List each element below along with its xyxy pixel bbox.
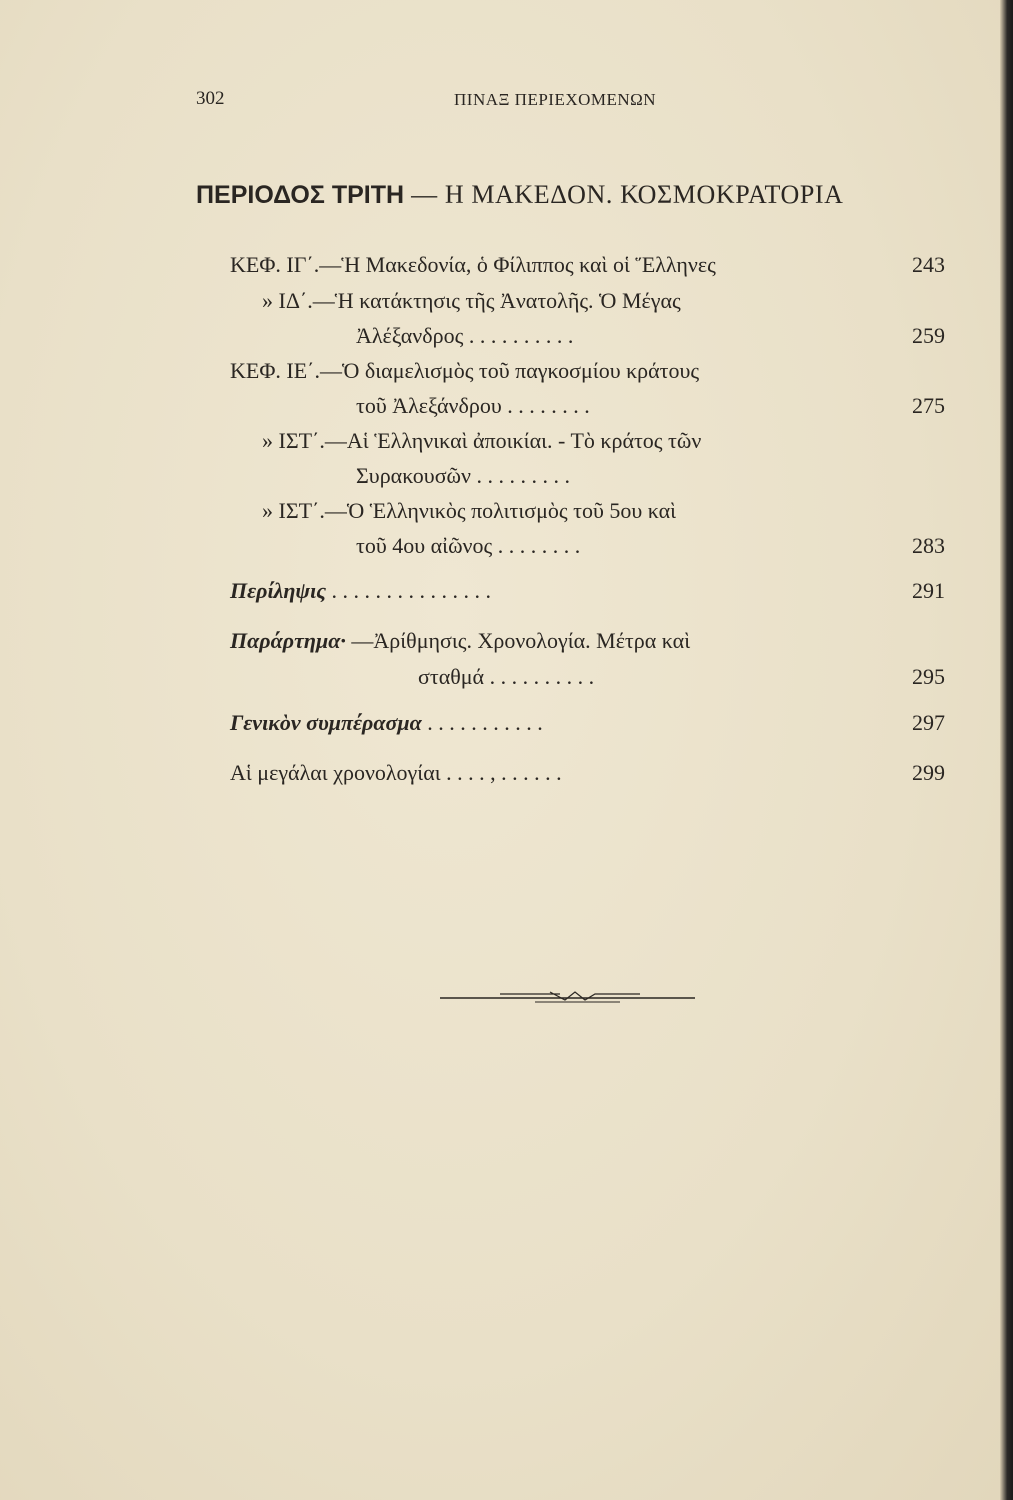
toc-entry-line-cont: τοῦ Ἀλεξάνδρου . . . . . . . . [356,393,590,418]
page-number: 302 [196,88,225,109]
toc-entry-page: 259 [912,323,945,348]
toc-entry-line-cont: τοῦ 4ου αἰῶνος . . . . . . . . [356,533,581,558]
toc-extra-line [230,628,690,654]
toc-leader-dots: . . . . . . . . . . . [421,710,543,735]
toc-extra-line [230,760,562,786]
toc-entry-line: » ΙΣΤ΄.—Αἱ Ἑλληνικαὶ ἀποικίαι. - Τὸ κράτος τῶν [262,428,702,453]
toc-extra-title: Περίληψις [230,578,327,603]
toc-extra-rest: —Ἀρίθμησις. Χρονολογία. Μέτρα καὶ [345,628,691,653]
toc-extra-page: 297 [912,710,945,735]
running-title: ΠΙΝΑΞ ΠΕΡΙΕΧΟΜΕΝΩΝ [454,90,657,109]
toc-entry-line: ΚΕΦ. ΙΕ΄.—Ὁ διαμελισμὸς τοῦ παγκοσμίου κράτους [230,358,700,383]
toc-extra-page: 299 [912,760,945,785]
toc-entry-line: » ΙΣΤ΄.—Ὁ Ἑλληνικὸς πολιτισμὸς τοῦ 5ου καὶ [262,498,677,523]
toc-extra-title: Παράρτημα· [230,628,346,653]
toc-leader-dots: . . . . . . . . . . . . . . . [326,578,492,603]
toc-extra-page: 295 [912,664,945,689]
page-header [196,88,956,118]
toc-entry-line-cont: Συρακουσῶν . . . . . . . . . [356,463,570,488]
section-heading [196,180,961,210]
toc-entry-line: ΚΕΦ. ΙΓ΄.—Ἡ Μακεδονία, ὁ Φίλιππος καὶ οἱ Ἕλληνες [230,252,716,277]
toc-extra-line-cont: σταθμά . . . . . . . . . . [418,664,595,689]
toc-extra-line [230,578,491,604]
section-heading-rest: — Η ΜΑΚΕΔΟΝ. ΚΟΣΜΟΚΡΑΤΟΡΙΑ [404,180,844,209]
ornament-divider [440,988,695,1006]
toc-entry-line-cont: Ἀλέξανδρος . . . . . . . . . . [356,323,574,348]
toc-entry-page: 243 [912,252,945,277]
toc-extra-page: 291 [912,578,945,603]
toc-entry-line: » ΙΔ΄.—Ἡ κατάκτησις τῆς Ἀνατολῆς. Ὁ Μέγας [262,288,681,313]
toc-extra-title: Αἱ μεγάλαι χρονολογίαι [230,760,441,785]
page-edge [1000,0,1013,1500]
toc-entry-page: 275 [912,393,945,418]
toc-leader-dots: . . . . , . . . . . . [440,760,562,785]
section-heading-bold: ΠΕΡΙΟΔΟΣ ΤΡΙΤΗ [196,181,405,209]
toc-entry-page: 283 [912,533,945,558]
toc-extra-line [230,710,543,736]
toc-extra-title: Γενικὸν συμπέρασμα [230,710,422,735]
